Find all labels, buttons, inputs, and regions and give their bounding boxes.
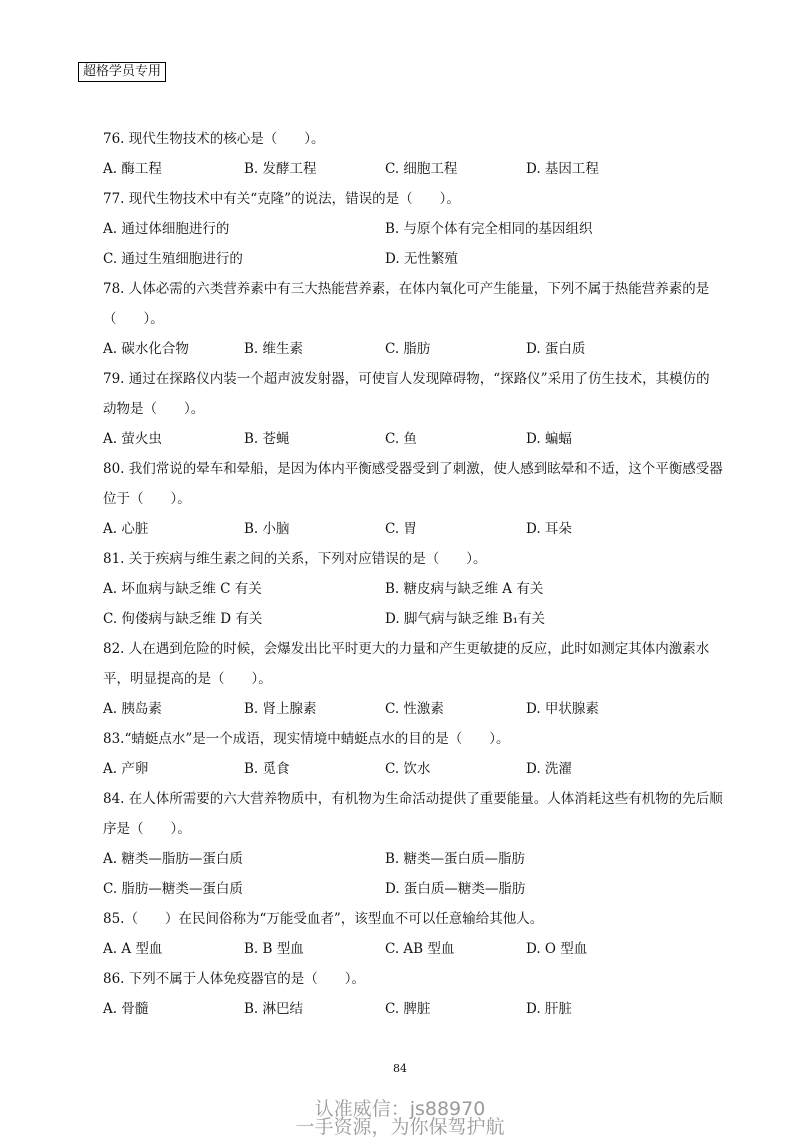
option-83-c: C. 饮水 — [385, 761, 431, 777]
option-81-c: C. 佝偻病与缺乏维 D 有关 — [103, 611, 263, 627]
option-76-c: C. 细胞工程 — [385, 161, 458, 177]
question-stem-83: 83.“蜻蜓点水”是一个成语，现实情境中蜻蜓点水的目的是（ ）。 — [103, 731, 510, 747]
option-79-d: D. 蝙蝠 — [526, 431, 572, 447]
option-77-d: D. 无性繁殖 — [385, 251, 458, 267]
question-stem-85: 85.（ ）在民间俗称为“万能受血者”，该型血不可以任意输给其他人。 — [103, 911, 544, 927]
question-stem-84: 84. 在人体所需要的六大营养物质中，有机物为生命活动提供了重要能量。人体消耗这些有机物的先后顺序是（ ）。 — [103, 791, 723, 837]
option-77-b: B. 与原个体有完全相同的基因组织 — [385, 221, 593, 237]
option-84-b: B. 糖类—蛋白质—脂肪 — [385, 851, 526, 867]
option-76-b: B. 发酵工程 — [244, 161, 317, 177]
option-85-d: D. O 型血 — [526, 941, 588, 957]
option-85-c: C. AB 型血 — [385, 941, 455, 957]
question-stem-81: 81. 关于疾病与维生素之间的关系，下列对应错误的是（ ）。 — [103, 551, 487, 567]
header-tag: 超格学员专用 — [78, 62, 166, 82]
option-81-a: A. 坏血病与缺乏维 C 有关 — [103, 581, 262, 597]
option-79-c: C. 鱼 — [385, 431, 417, 447]
option-79-a: A. 萤火虫 — [103, 431, 162, 447]
option-82-d: D. 甲状腺素 — [526, 701, 599, 717]
option-82-c: C. 性激素 — [385, 701, 444, 717]
option-78-d: D. 蛋白质 — [526, 341, 586, 357]
option-84-a: A. 糖类—脂肪—蛋白质 — [103, 851, 243, 867]
options-77-row1 — [103, 214, 723, 244]
options-84-row1 — [103, 844, 723, 874]
option-83-a: A. 产卵 — [103, 761, 149, 777]
options-79 — [103, 424, 723, 454]
option-83-b: B. 觅食 — [244, 761, 290, 777]
page-number: 84 — [393, 1062, 407, 1075]
options-84-row2 — [103, 874, 723, 904]
question-stem-82: 82. 人在遇到危险的时候，会爆发出比平时更大的力量和产生更敏捷的反应，此时如测定其体内激素水平，明显提高的是（ ）。 — [103, 641, 710, 687]
option-83-d: D. 洗濯 — [526, 761, 572, 777]
watermark-line-1: 认准威信：js88970 — [314, 1098, 486, 1120]
option-85-a: A. A 型血 — [103, 941, 163, 957]
option-85-b: B. B 型血 — [244, 941, 304, 957]
question-stem-76: 76. 现代生物技术的核心是（ ）。 — [103, 131, 325, 147]
question-stem-80: 80. 我们常说的晕车和晕船，是因为体内平衡感受器受到了刺激，使人感到眩晕和不适，这个平衡感受器位于（ ）。 — [103, 461, 723, 507]
options-76 — [103, 154, 723, 184]
option-76-d: D. 基因工程 — [526, 161, 599, 177]
option-86-d: D. 肝脏 — [526, 1001, 572, 1017]
options-85 — [103, 934, 723, 964]
option-78-c: C. 脂肪 — [385, 341, 431, 357]
option-81-b: B. 糖皮病与缺乏维 A 有关 — [385, 581, 544, 597]
options-81-row2 — [103, 604, 723, 634]
option-86-a: A. 骨髓 — [103, 1001, 149, 1017]
question-stem-78: 78. 人体必需的六类营养素中有三大热能营养素，在体内氧化可产生能量，下列不属于热能营养素的是（ ）。 — [103, 281, 710, 327]
options-83 — [103, 754, 723, 784]
option-84-d: D. 蛋白质—糖类—脂肪 — [385, 881, 526, 897]
options-80 — [103, 514, 723, 544]
option-76-a: A. 酶工程 — [103, 161, 162, 177]
option-86-b: B. 淋巴结 — [244, 1001, 304, 1017]
option-84-c: C. 脂肪—糖类—蛋白质 — [103, 881, 243, 897]
option-80-a: A. 心脏 — [103, 521, 149, 537]
options-78 — [103, 334, 723, 364]
options-86 — [103, 994, 723, 1024]
question-list — [103, 124, 723, 1024]
option-80-d: D. 耳朵 — [526, 521, 572, 537]
question-stem-77: 77. 现代生物技术中有关“克隆”的说法，错误的是（ ）。 — [103, 191, 460, 207]
options-82 — [103, 694, 723, 724]
option-86-c: C. 脾脏 — [385, 1001, 431, 1017]
option-82-b: B. 肾上腺素 — [244, 701, 317, 717]
option-80-b: B. 小脑 — [244, 521, 290, 537]
question-stem-86: 86. 下列不属于人体免疫器官的是（ ）。 — [103, 971, 366, 987]
option-78-b: B. 维生素 — [244, 341, 304, 357]
option-79-b: B. 苍蝇 — [244, 431, 290, 447]
option-78-a: A. 碳水化合物 — [103, 341, 189, 357]
option-77-a: A. 通过体细胞进行的 — [103, 221, 230, 237]
option-80-c: C. 胃 — [385, 521, 417, 537]
options-81-row1 — [103, 574, 723, 604]
options-77-row2 — [103, 244, 723, 274]
watermark-line-2: 一手资源，为你保驾护航 — [295, 1116, 505, 1138]
option-77-c: C. 通过生殖细胞进行的 — [103, 251, 243, 267]
question-stem-79: 79. 通过在探路仪内装一个超声波发射器，可使盲人发现障碍物，“探路仪”采用了仿生技术，其模仿的动物是（ ）。 — [103, 371, 710, 417]
option-82-a: A. 胰岛素 — [103, 701, 162, 717]
option-81-d: D. 脚气病与缺乏维 B₁有关 — [385, 611, 546, 627]
